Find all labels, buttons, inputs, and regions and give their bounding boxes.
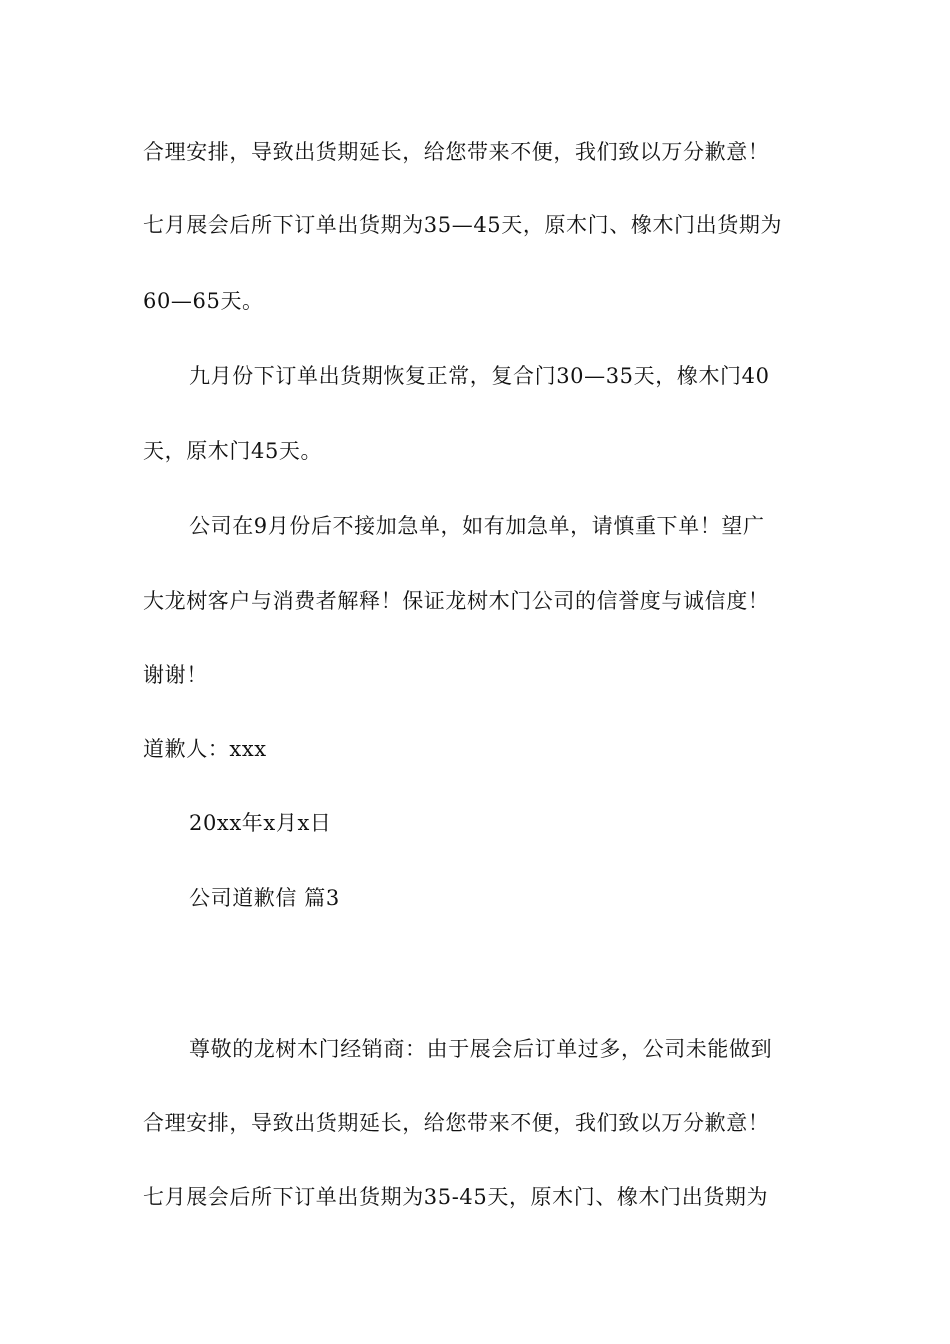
paragraph-line: 九月份下订单出货期恢复正常，复合门30—35天，橡木门40 [189, 364, 770, 388]
date-line: 20xx年x月x日 [189, 811, 332, 835]
paragraph-line: 60—65天。 [143, 289, 264, 313]
paragraph-line: 大龙树客户与消费者解释！保证龙树木门公司的信誉度与诚信度！ [143, 589, 770, 613]
signatory-line: 道歉人：xxx [143, 737, 267, 761]
section-heading: 公司道歉信 篇3 [189, 886, 340, 910]
paragraph-line: 合理安排，导致出货期延长，给您带来不便，我们致以万分歉意！ [143, 1111, 770, 1135]
paragraph-line: 合理安排，导致出货期延长，给您带来不便，我们致以万分歉意！ [143, 140, 770, 164]
paragraph-line: 谢谢！ [143, 663, 208, 687]
paragraph-line: 七月展会后所下订单出货期为35—45天，原木门、橡木门出货期为 [143, 213, 783, 237]
paragraph-line: 公司在9月份后不接加急单，如有加急单，请慎重下单！望广 [189, 514, 765, 538]
paragraph-line: 七月展会后所下订单出货期为35-45天，原木门、橡木门出货期为 [143, 1185, 769, 1209]
paragraph-line: 天，原木门45天。 [143, 439, 323, 463]
paragraph-line: 尊敬的龙树木门经销商：由于展会后订单过多，公司未能做到 [189, 1037, 773, 1061]
